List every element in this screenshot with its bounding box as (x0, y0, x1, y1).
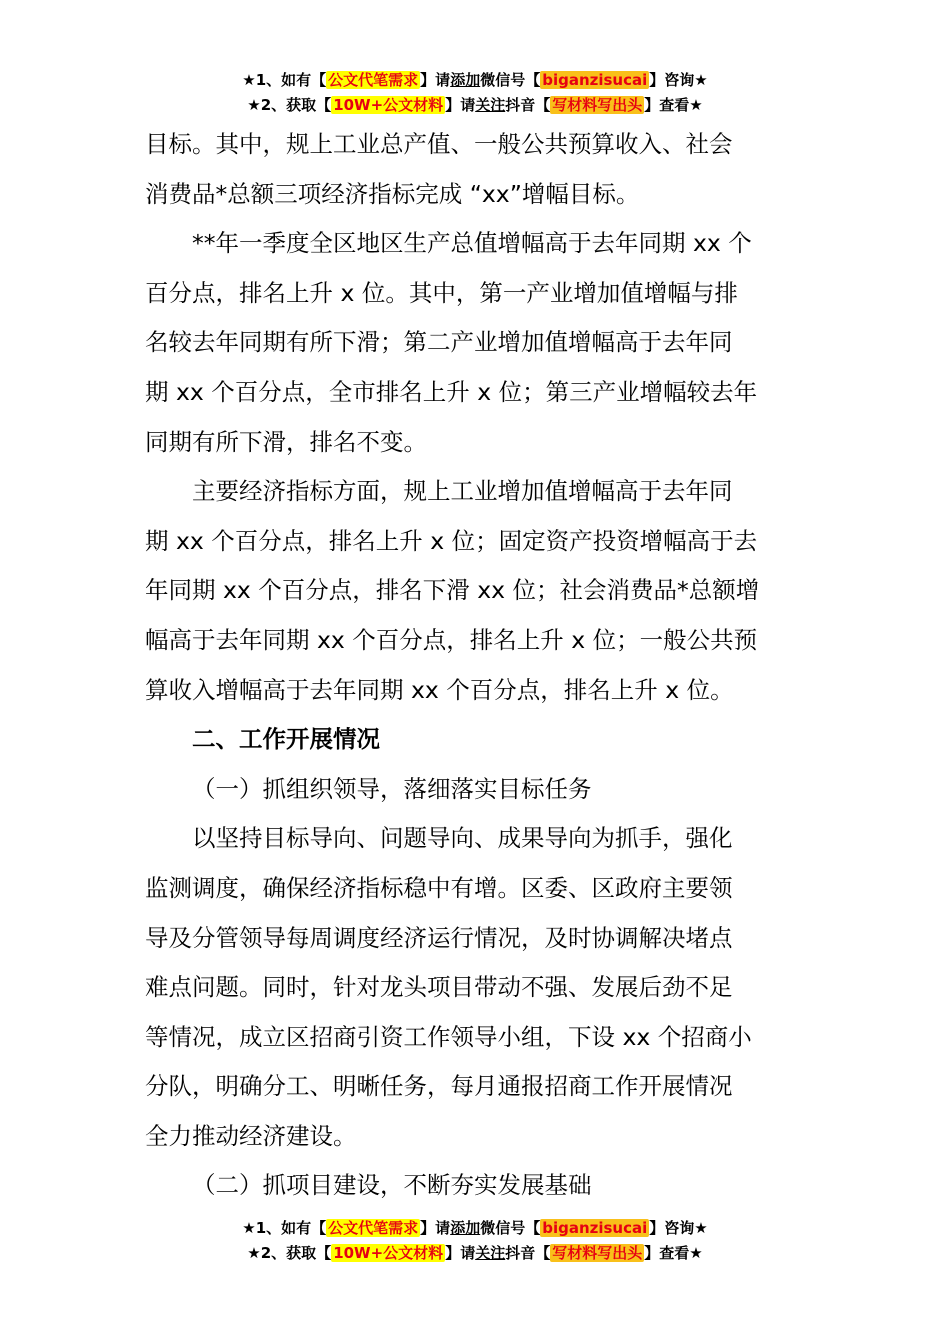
subsection-heading: （二）抓项目建设，不断夯实发展基础 (192, 1171, 592, 1200)
promo-highlight: 公文代笔需求 (328, 71, 419, 89)
promo-text: 抖音【 (505, 96, 551, 114)
body-line: 以坚持目标导向、问题导向、成果导向为抓手，强化 (192, 824, 733, 853)
body-line: 算收入增幅高于去年同期 xx 个百分点，排名上升 x 位。 (145, 675, 734, 704)
promo-line-2 (0, 93, 950, 118)
promo-highlight: 10W+公文材料 (333, 96, 444, 114)
promo-underlined: 关注 (475, 96, 506, 114)
body-line: 主要经济指标方面，规上工业增加值增幅高于去年同 (192, 477, 733, 506)
promo-highlight: 10W+公文材料 (333, 1244, 444, 1262)
body-line: 百分点，排名上升 x 位。其中，第一产业增加值增幅与排 (145, 278, 738, 307)
body-line: 全力推动经济建设。 (145, 1121, 357, 1150)
promo-text: 】咨询★ (649, 1219, 708, 1237)
promo-douyin-name: 写材料写出头 (552, 1244, 643, 1262)
body-line: 名较去年同期有所下滑；第二产业增加值增幅高于去年同 (145, 328, 733, 357)
promo-underlined: 关注 (475, 1244, 506, 1262)
body-line: **年一季度全区地区生产总值增幅高于去年同期 xx 个 (192, 229, 752, 258)
body-line: 难点问题。同时，针对龙头项目带动不强、发展后劲不足 (145, 973, 733, 1002)
promo-text: 】请 (445, 1244, 476, 1262)
promo-douyin-name: 写材料写出头 (552, 96, 643, 114)
subsection-heading: （一）抓组织领导，落细落实目标任务 (192, 774, 592, 803)
body-line: 同期有所下滑，排名不变。 (145, 427, 427, 456)
body-line: 导及分管领导每周调度经济运行情况，及时协调解决堵点 (145, 923, 733, 952)
document-body (145, 120, 810, 1211)
body-line: 幅高于去年同期 xx 个百分点，排名上升 x 位；一般公共预 (145, 625, 758, 654)
promo-text: ★2、获取【 (247, 96, 332, 114)
promo-text: ★1、如有【 (242, 71, 327, 89)
promo-text: 抖音【 (505, 1244, 551, 1262)
promo-text: 微信号【 (480, 1219, 541, 1237)
body-line: 目标。其中，规上工业总产值、一般公共预算收入、社会 (145, 130, 733, 158)
promo-text: ★2、获取【 (247, 1244, 332, 1262)
promo-text: 】请 (420, 71, 451, 89)
body-line: 等情况，成立区招商引资工作领导小组，下设 xx 个招商小 (145, 1022, 752, 1051)
body-line: 期 xx 个百分点，全市排名上升 x 位；第三产业增幅较去年 (145, 377, 758, 406)
promo-line-1 (0, 1216, 950, 1241)
promo-underlined: 添加 (450, 71, 481, 89)
body-line: 消费品*总额三项经济指标完成 “xx”增幅目标。 (145, 179, 640, 208)
body-line: 分队，明确分工、明晰任务，每月通报招商工作开展情况 (145, 1072, 733, 1101)
promo-wechat-id: biganzisucai (542, 1219, 648, 1237)
body-line: 年同期 xx 个百分点，排名下滑 xx 位；社会消费品*总额增 (145, 576, 760, 605)
header-promo-banner (0, 68, 950, 118)
promo-text: 】请 (445, 96, 476, 114)
promo-text: ★1、如有【 (242, 1219, 327, 1237)
promo-wechat-id: biganzisucai (542, 71, 648, 89)
promo-line-1 (0, 68, 950, 93)
promo-text: 微信号【 (480, 71, 541, 89)
promo-text: 】咨询★ (649, 71, 708, 89)
promo-text: 】请 (420, 1219, 451, 1237)
section-heading: 二、工作开展情况 (192, 725, 380, 754)
promo-line-2 (0, 1241, 950, 1266)
body-line: 监测调度，确保经济指标稳中有增。区委、区政府主要领 (145, 873, 733, 902)
promo-text: 】查看★ (644, 1244, 703, 1262)
body-line: 期 xx 个百分点，排名上升 x 位；固定资产投资增幅高于去 (145, 526, 758, 555)
promo-underlined: 添加 (450, 1219, 481, 1237)
promo-highlight: 公文代笔需求 (328, 1219, 419, 1237)
promo-text: 】查看★ (644, 96, 703, 114)
footer-promo-banner (0, 1216, 950, 1266)
